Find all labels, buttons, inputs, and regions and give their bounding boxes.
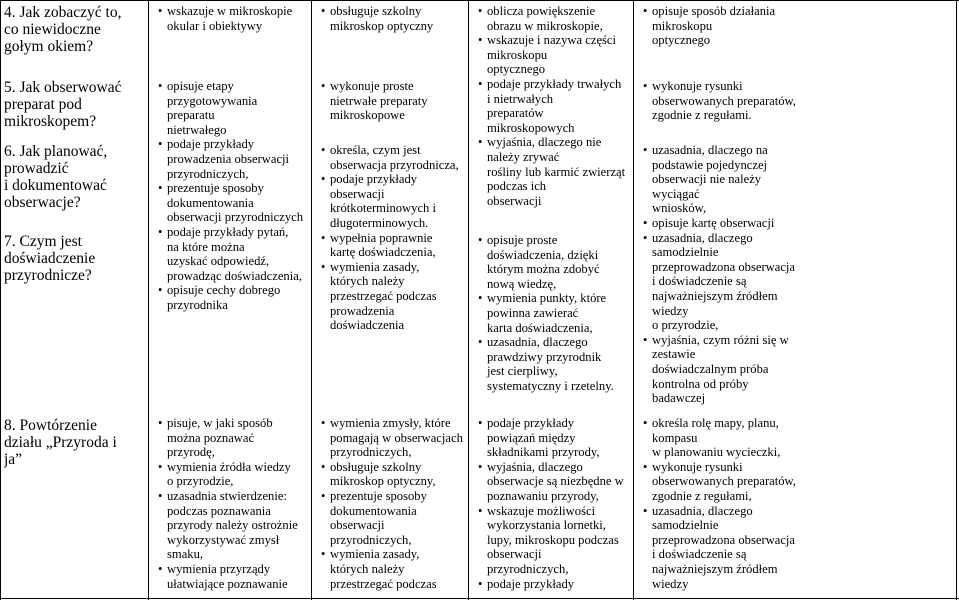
topic-line: 5. Jak obserwować — [4, 79, 122, 96]
text-line: nietrwałego — [167, 122, 227, 137]
text-line: obserwacji — [487, 547, 542, 562]
text-line: obserwacji nie należy — [652, 172, 762, 187]
text-line: przyrodniczych, — [330, 532, 412, 547]
text-line: kartę doświadczenia, — [330, 245, 436, 260]
text-line: badawczej — [652, 391, 706, 406]
col5-block-4 — [643, 416, 955, 591]
topic-line: i dokumentować — [4, 177, 107, 194]
text-line: ułatwiające poznawanie — [167, 576, 288, 591]
text-line: doświadczalnym próba — [652, 361, 769, 376]
bullet-line: • wskazuje możliwości — [478, 504, 632, 519]
text-line: których należy — [330, 274, 405, 289]
bullet-line: • prezentuje sposoby — [321, 489, 467, 504]
text-line: zgodnie z regułami. — [652, 108, 752, 123]
text-line: zestawie — [652, 347, 696, 362]
bullet-line: • podaje przykłady — [158, 137, 310, 152]
bullet-line: • podaje przykłady — [478, 577, 632, 592]
text-line: lupy, mikroskopu podczas — [487, 532, 619, 547]
col3-block-2 — [321, 79, 467, 123]
text-line: przestrzegać podczas — [330, 576, 437, 591]
bullet-line: • wskazuje i nazywa części — [478, 33, 632, 48]
topic-line: działu „Przyroda i — [4, 434, 117, 451]
text-line: najważniejszym źródłem — [652, 288, 778, 303]
text-line: kontrolna od próby — [652, 376, 749, 391]
text-line: doświadczenia — [330, 318, 405, 333]
bullet-line: • podaje przykłady pytań, — [158, 225, 310, 240]
topic-4 — [4, 4, 146, 55]
col4-block-3 — [478, 416, 632, 591]
text-line: optycznego — [487, 62, 546, 77]
text-line: doświadczenia, dzięki — [487, 247, 599, 262]
bullet-line: • podaje przykłady — [478, 416, 632, 431]
text-line: samodzielnie — [652, 245, 719, 260]
text-line: przeprowadzona obserwacja — [652, 532, 796, 547]
text-line: preparatu — [167, 108, 215, 123]
text-line: poznawaniu przyrody, — [487, 488, 599, 503]
bullet-line: • uzasadnia stwierdzenie: — [158, 489, 310, 504]
bullet-line: • wymienia punkty, które — [478, 291, 632, 306]
text-line: przyrodniczych, — [167, 166, 249, 181]
text-line: których należy — [330, 561, 405, 576]
bullet-line: • opisuje kartę obserwacji — [643, 216, 955, 231]
col3-block-3 — [321, 143, 467, 333]
text-line: obrazu w mikroskopie, — [487, 18, 603, 33]
text-line: podczas poznawania — [167, 503, 271, 518]
text-line: obserwowanych preparatów, — [652, 474, 796, 489]
text-line: przyrodniczych, — [487, 561, 569, 576]
bullet-line: • uzasadnia, dlaczego — [643, 231, 955, 246]
bullet-line: • wykonuje rysunki — [643, 79, 955, 94]
text-line: zgodnie z regułami, — [652, 488, 752, 503]
col5-block-2 — [643, 79, 955, 123]
bullet-line: • określa, czym jest — [321, 143, 467, 158]
topic-line: ja” — [4, 451, 23, 468]
text-line: smaku, — [167, 547, 204, 562]
text-line: karta doświadczenia, — [487, 320, 593, 335]
bullet-line: • wymienia źródła wiedzy — [158, 460, 310, 475]
text-line: podstawie pojedynczej — [652, 157, 768, 172]
topic-line: przyrodnicze? — [4, 267, 92, 284]
topic-line: co niewidoczne — [4, 21, 101, 38]
bullet-line: • wymienia zasady, — [321, 547, 467, 562]
text-line: przeprowadzona obserwacja — [652, 259, 796, 274]
text-line: dokumentowania — [167, 195, 254, 210]
topic-line: mikroskopem? — [4, 113, 97, 130]
text-line: mikroskopu — [487, 47, 548, 62]
text-line: uzyskać odpowiedź, — [167, 254, 270, 269]
bullet-line: • wymienia zasady, — [321, 260, 467, 275]
bullet-line: • obsługuje szkolny — [321, 4, 467, 19]
bullet-line: • uzasadnia, dlaczego — [478, 335, 632, 350]
text-line: należy zrywać — [487, 149, 560, 164]
text-line: wykorzystywać zmysł — [167, 532, 280, 547]
text-line: o przyrodzie, — [652, 318, 719, 333]
text-line: powiązań między — [487, 430, 576, 445]
bullet-line: • wyjaśnia, dlaczego — [478, 460, 632, 475]
topic-line: doświadczenie — [4, 250, 96, 267]
text-line: którym można zdobyć — [487, 262, 600, 277]
text-line: obserwacji przyrodniczych — [167, 210, 304, 225]
col5-block-1 — [643, 4, 955, 48]
text-line: długoterminowych. — [330, 215, 429, 230]
text-line: systematyczny i rzetelny. — [487, 378, 614, 393]
topic-line: gołym okiem? — [4, 38, 94, 55]
col2-block-3 — [158, 416, 310, 591]
topic-7 — [4, 233, 146, 284]
text-line: preparatów — [487, 106, 544, 121]
text-line: dokumentowania — [330, 503, 417, 518]
col4-block-2 — [478, 233, 632, 394]
text-line: i nietrwałych — [487, 91, 554, 106]
text-line: powinna zawierać — [487, 305, 579, 320]
text-line: obserwacji — [330, 518, 385, 533]
text-line: mikroskopowe — [330, 108, 405, 123]
topic-line: 8. Powtórzenie — [4, 417, 97, 434]
text-line: można poznawać — [167, 430, 255, 445]
text-line: kompasu — [652, 430, 698, 445]
col2-block-1 — [158, 4, 310, 33]
col2-block-2 — [158, 79, 310, 313]
text-line: przestrzegać podczas — [330, 288, 437, 303]
col5-block-3 — [643, 143, 955, 406]
bullet-line: • opisuje etapy — [158, 79, 310, 94]
text-line: i doświadczenie są — [652, 547, 747, 562]
text-line: prowadzenia — [330, 303, 395, 318]
topic-6 — [4, 143, 146, 211]
table-right-border — [956, 0, 957, 600]
bullet-line: • podaje przykłady — [321, 172, 467, 187]
col3-block-1 — [321, 4, 467, 33]
bullet-line: • wykonuje proste — [321, 79, 467, 94]
bullet-line: • wykonuje rysunki — [643, 460, 955, 475]
bullet-line: • pisuje, w jaki sposób — [158, 416, 310, 431]
topic-8 — [4, 417, 146, 468]
text-line: wniosków, — [652, 201, 707, 216]
bullet-line: • uzasadnia, dlaczego — [643, 504, 955, 519]
bullet-line: • wymienia przyrządy — [158, 562, 310, 577]
text-line: rośliny lub karmić zwierząt — [487, 164, 626, 179]
text-line: o przyrodzie, — [167, 474, 234, 489]
text-line: nową wiedzę, — [487, 276, 557, 291]
text-line: przyrodnika — [167, 297, 228, 312]
text-line: przyrodniczych, — [330, 445, 412, 460]
text-line: okular i obiektywy — [167, 18, 263, 33]
text-line: krótkoterminowych i — [330, 201, 436, 216]
col4-block-1 — [478, 4, 632, 208]
text-line: mikroskopowych — [487, 120, 575, 135]
bullet-line: • uzasadnia, dlaczego na — [643, 143, 955, 158]
text-line: przyrody należy ostrożnie — [167, 518, 298, 533]
text-line: optycznego — [652, 33, 711, 48]
text-line: obserwowanych preparatów, — [652, 93, 796, 108]
text-line: obserwacji — [487, 193, 542, 208]
bullet-line: • wyjaśnia, czym różni się w — [643, 333, 955, 348]
text-line: mikroskopu — [652, 18, 713, 33]
text-line: prowadzenia obserwacji — [167, 151, 290, 166]
text-line: jest cierpliwy, — [487, 364, 558, 379]
text-line: przyrodę, — [167, 445, 215, 460]
bullet-line: • obsługuje szkolny — [321, 460, 467, 475]
text-line: prowadząc doświadczenia, — [167, 268, 302, 283]
text-line: obserwacji — [330, 186, 385, 201]
text-line: podczas ich — [487, 179, 547, 194]
bullet-line: • prezentuje sposoby — [158, 181, 310, 196]
topic-line: prowadzić — [4, 160, 69, 177]
text-line: wiedzy — [652, 303, 689, 318]
text-line: pomagają w obserwacjach — [330, 430, 463, 445]
topic-line: 4. Jak zobaczyć to, — [4, 4, 122, 21]
bullet-line: • określa rolę mapy, planu, — [643, 416, 955, 431]
text-line: najważniejszym źródłem — [652, 561, 778, 576]
bullet-line: • opisuje cechy dobrego — [158, 283, 310, 298]
text-line: na które można — [167, 239, 245, 254]
col3-block-4 — [321, 416, 467, 591]
bullet-line: • wskazuje w mikroskopie — [158, 4, 310, 19]
text-line: wykorzystania lornetki, — [487, 518, 606, 533]
text-line: składnikami przyrody, — [487, 445, 600, 460]
bullet-line: • wyjaśnia, dlaczego nie — [478, 135, 632, 150]
text-line: przygotowywania — [167, 93, 258, 108]
bullet-line: • wymienia zmysły, które — [321, 416, 467, 431]
text-line: i doświadczenie są — [652, 274, 747, 289]
bullet-line: • opisuje sposób działania — [643, 4, 955, 19]
topic-5 — [4, 79, 146, 130]
bullet-line: • opisuje proste — [478, 233, 632, 248]
text-line: w planowaniu wycieczki, — [652, 445, 781, 460]
text-line: wyciągać — [652, 186, 700, 201]
text-line: nietrwałe preparaty — [330, 93, 428, 108]
topic-line: 7. Czym jest — [4, 233, 82, 250]
text-line: mikroskop optyczny, — [330, 474, 436, 489]
text-line: wiedzy — [652, 576, 689, 591]
text-line: obserwacja przyrodnicza, — [330, 157, 459, 172]
bullet-line: • wypełnia poprawnie — [321, 231, 467, 246]
text-line: samodzielnie — [652, 518, 719, 533]
topic-line: 6. Jak planować, — [4, 143, 108, 160]
text-line: prawdziwy przyrodnik — [487, 349, 602, 364]
text-line: mikroskop optyczny — [330, 18, 434, 33]
topic-line: preparat pod — [4, 96, 82, 113]
bullet-line: • podaje przykłady trwałych — [478, 77, 632, 92]
bullet-line: • oblicza powiększenie — [478, 4, 632, 19]
topic-line: obserwacje? — [4, 194, 81, 211]
text-line: obserwacje są niezbędne w — [487, 474, 624, 489]
